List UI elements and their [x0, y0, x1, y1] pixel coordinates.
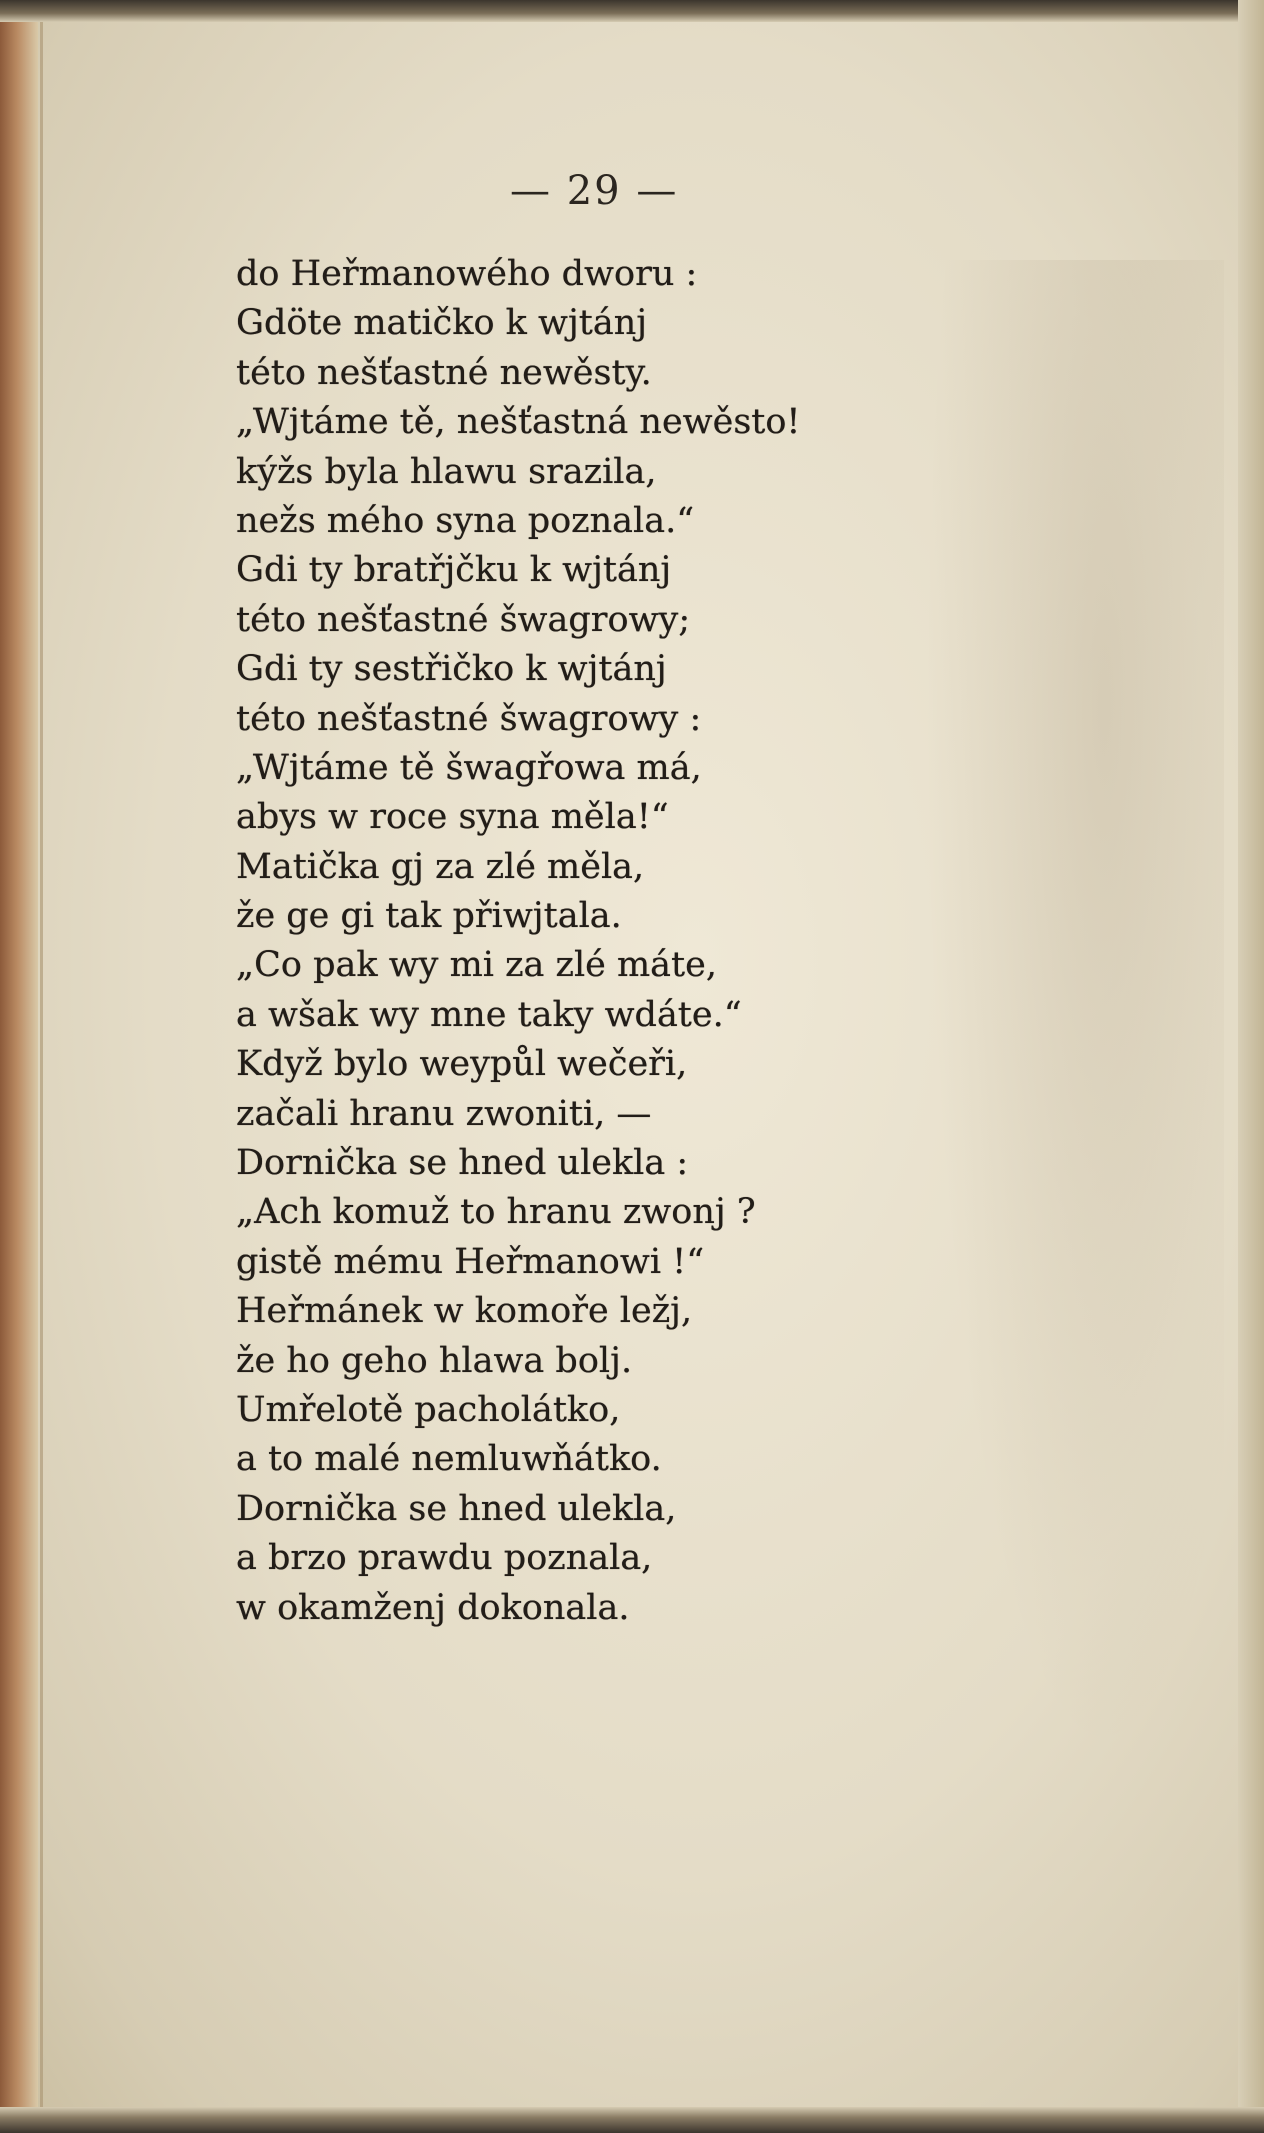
page-edge-right — [1238, 0, 1264, 2133]
poem-line: gistě mému Heřmanowi !“ — [236, 1241, 705, 1282]
poem-line: začali hranu zwoniti, — — [236, 1093, 652, 1134]
page-edge-top — [0, 0, 1264, 22]
poem-line: že ge gi tak přiwjtala. — [236, 896, 622, 937]
poem-line: a wšak wy mne taky wdáte.“ — [236, 994, 742, 1035]
poem-line: této nešťastné newěsty. — [236, 352, 652, 393]
poem-line: w okamženj dokonala. — [236, 1587, 630, 1628]
poem-line: Heřmánek w komoře ležj, — [236, 1291, 693, 1332]
poem-line: „Co pak wy mi za zlé máte, — [236, 945, 717, 986]
poem-line: „Wjtáme tě, nešťastná newěsto! — [236, 402, 801, 443]
poem-line: „Ach komuž to hranu zwonj ? — [236, 1192, 756, 1233]
poem-line: Matička gj za zlé měla, — [236, 846, 645, 887]
poem-line: a brzo prawdu poznala, — [236, 1538, 653, 1579]
poem-text — [236, 250, 876, 1633]
poem-line: Umřelotě pacholátko, — [236, 1389, 621, 1430]
book-spine — [0, 0, 38, 2133]
ink-bleed-through — [924, 260, 1224, 1760]
poem-line: této nešťastné šwagrowy; — [236, 599, 691, 640]
poem-line: Gdöte matičko k wjtánj — [236, 303, 648, 344]
poem-line: této nešťastné šwagrowy : — [236, 698, 702, 739]
page-edge-bottom — [0, 2107, 1264, 2133]
poem-line: „Wjtáme tě šwagřowa má, — [236, 747, 702, 788]
poem-line: Dornička se hned ulekla, — [236, 1488, 677, 1529]
poem-line: kýžs byla hlawu srazila, — [236, 451, 657, 492]
poem-line: že ho geho hlawa bolj. — [236, 1340, 633, 1381]
poem-line: nežs mého syna poznala.“ — [236, 500, 695, 541]
poem-line: Gdi ty bratřjčku k wjtánj — [236, 550, 672, 591]
poem-line: a to malé nemluwňátko. — [236, 1439, 662, 1480]
poem-line: Dornička se hned ulekla : — [236, 1143, 689, 1184]
page-number: — 29 — — [510, 168, 679, 214]
poem-line: Když bylo weypůl wečeři, — [236, 1044, 688, 1085]
gutter-line — [40, 0, 43, 2133]
poem-line: Gdi ty sestřičko k wjtánj — [236, 649, 667, 690]
poem-line: do Heřmanowého dworu : — [236, 254, 698, 294]
poem-line: abys w roce syna měla!“ — [236, 797, 669, 838]
